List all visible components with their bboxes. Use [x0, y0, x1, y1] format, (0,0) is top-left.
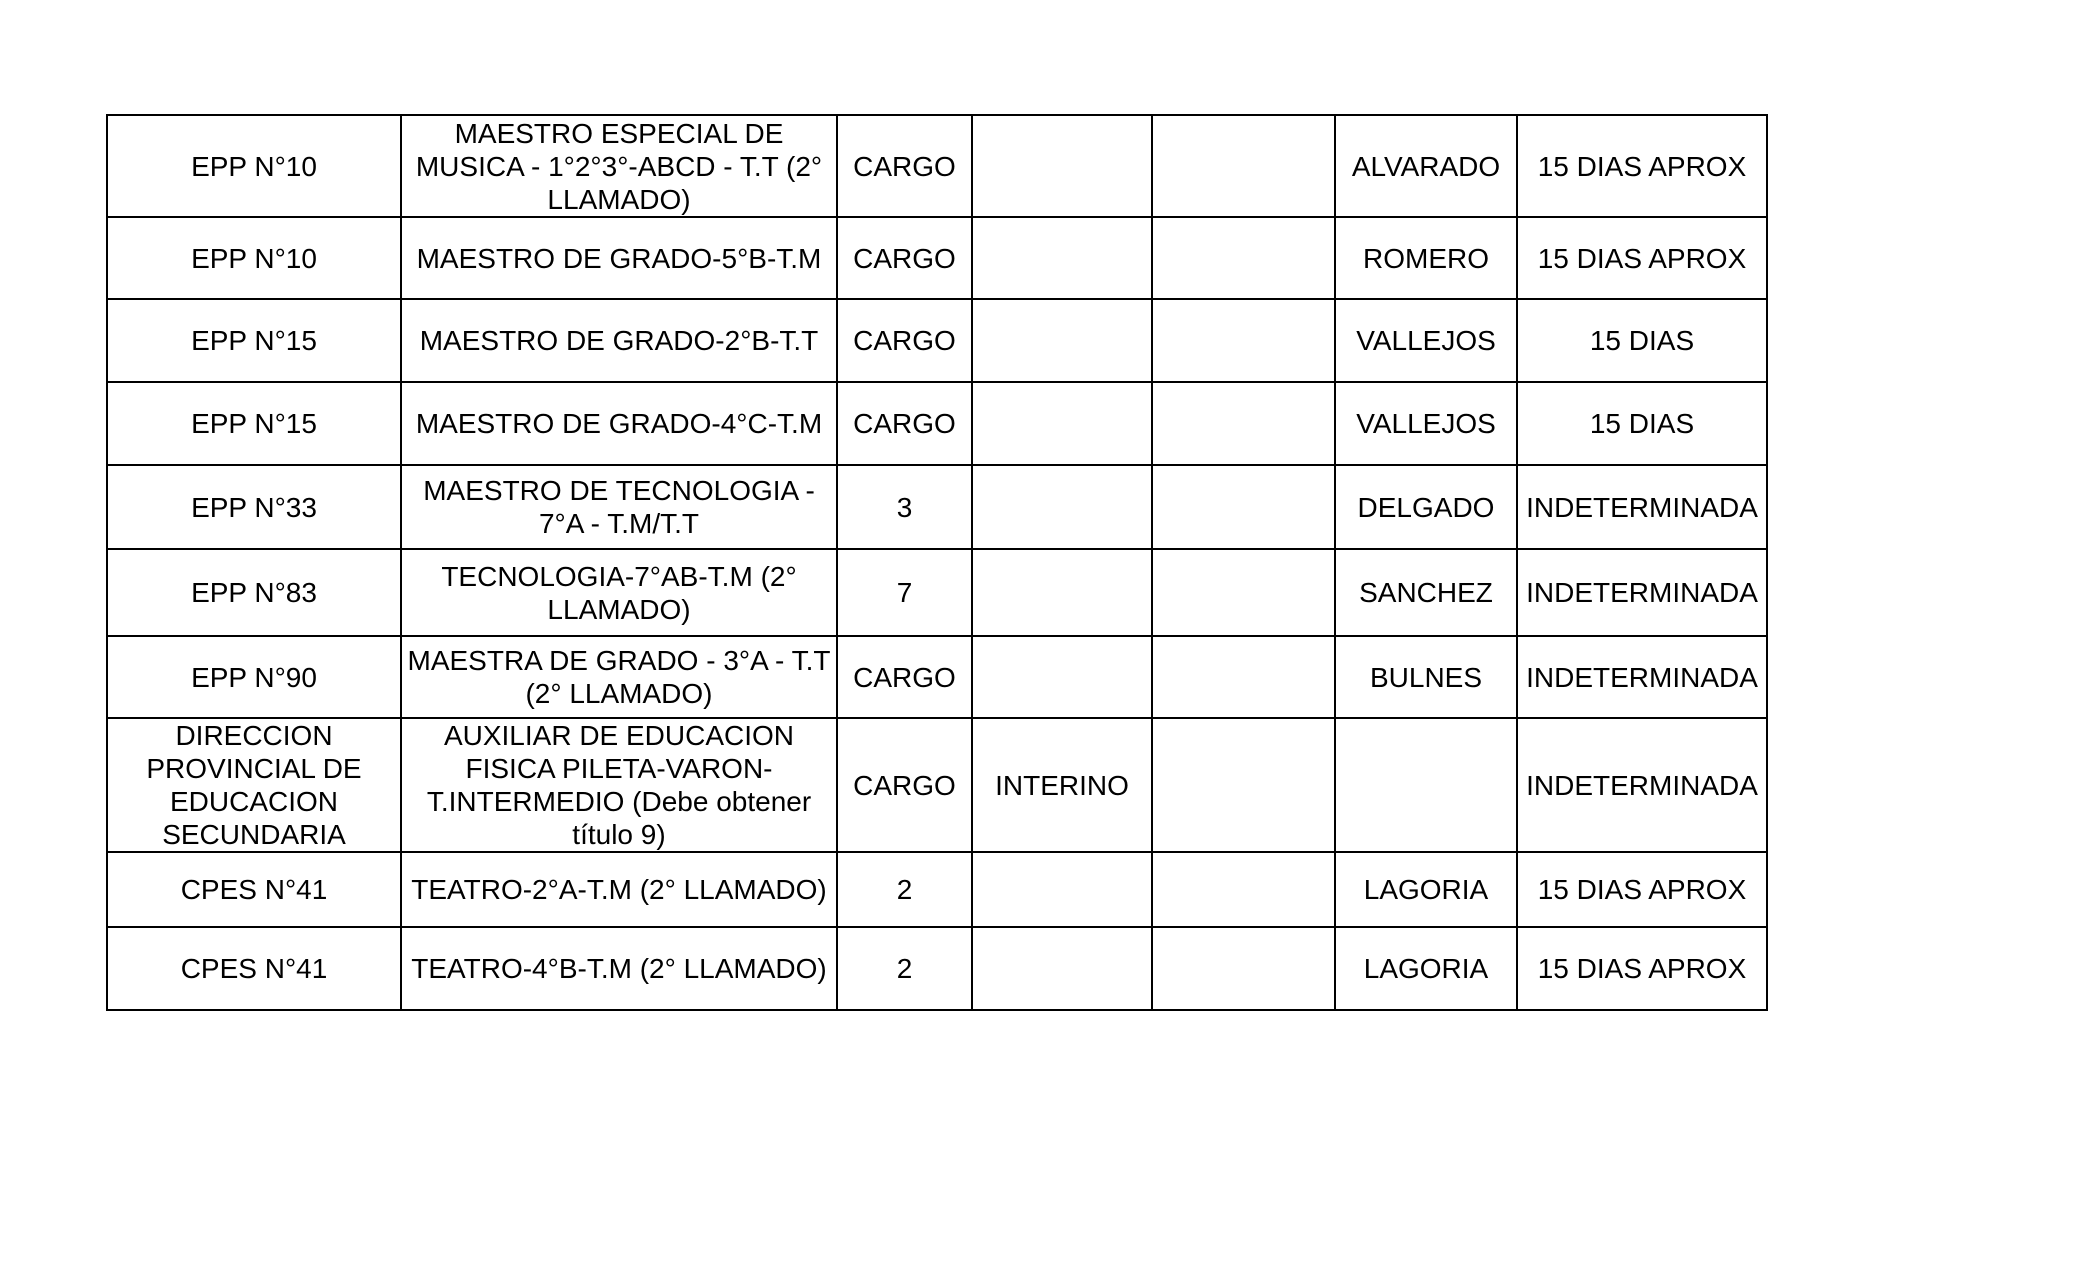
cell-school: EPP N°33	[107, 465, 401, 549]
cell-duration: 15 DIAS	[1517, 382, 1767, 465]
cell-duration: 15 DIAS APROX	[1517, 217, 1767, 299]
cell-school: CPES N°41	[107, 927, 401, 1010]
cell-position: AUXILIAR DE EDUCACION FISICA PILETA-VARON-T.INTERMEDIO (Debe obtener título 9)	[401, 718, 837, 852]
cell-school: EPP N°10	[107, 217, 401, 299]
cell-hours: CARGO	[837, 217, 972, 299]
cell-position: TEATRO-4°B-T.M (2° LLAMADO)	[401, 927, 837, 1010]
cell-status	[972, 927, 1152, 1010]
cell-status	[972, 465, 1152, 549]
cell-duration: INDETERMINADA	[1517, 718, 1767, 852]
cell-blank	[1152, 549, 1335, 636]
cell-school: EPP N°15	[107, 299, 401, 382]
cell-duration: INDETERMINADA	[1517, 549, 1767, 636]
cell-status	[972, 636, 1152, 718]
cell-holder: ROMERO	[1335, 217, 1517, 299]
cell-holder: VALLEJOS	[1335, 382, 1517, 465]
cell-holder: LAGORIA	[1335, 852, 1517, 927]
cell-blank	[1152, 927, 1335, 1010]
cell-duration: 15 DIAS APROX	[1517, 927, 1767, 1010]
cell-hours: 7	[837, 549, 972, 636]
table-row	[107, 382, 1767, 465]
cell-hours: CARGO	[837, 299, 972, 382]
cell-blank	[1152, 115, 1335, 217]
cell-school: EPP N°83	[107, 549, 401, 636]
table-row	[107, 549, 1767, 636]
cell-holder: ALVARADO	[1335, 115, 1517, 217]
table-row	[107, 927, 1767, 1010]
table-row	[107, 299, 1767, 382]
cell-blank	[1152, 382, 1335, 465]
cell-duration: 15 DIAS	[1517, 299, 1767, 382]
cell-position: MAESTRO ESPECIAL DE MUSICA - 1°2°3°-ABCD - T.T (2° LLAMADO)	[401, 115, 837, 217]
cell-school: EPP N°90	[107, 636, 401, 718]
cell-position: MAESTRO DE GRADO-5°B-T.M	[401, 217, 837, 299]
cell-holder: VALLEJOS	[1335, 299, 1517, 382]
cell-holder: BULNES	[1335, 636, 1517, 718]
cell-holder	[1335, 718, 1517, 852]
cell-status	[972, 382, 1152, 465]
cell-blank	[1152, 852, 1335, 927]
cell-hours: CARGO	[837, 636, 972, 718]
cell-position: MAESTRO DE TECNOLOGIA - 7°A - T.M/T.T	[401, 465, 837, 549]
cell-status	[972, 852, 1152, 927]
cell-status	[972, 217, 1152, 299]
table-row	[107, 636, 1767, 718]
cell-holder: SANCHEZ	[1335, 549, 1517, 636]
cell-status	[972, 115, 1152, 217]
table-row	[107, 217, 1767, 299]
cell-holder: DELGADO	[1335, 465, 1517, 549]
table-row	[107, 852, 1767, 927]
cell-status	[972, 299, 1152, 382]
cell-duration: INDETERMINADA	[1517, 636, 1767, 718]
cell-blank	[1152, 299, 1335, 382]
cell-status: INTERINO	[972, 718, 1152, 852]
vacancy-table	[106, 114, 1768, 1011]
table-row	[107, 718, 1767, 852]
cell-position: TEATRO-2°A-T.M (2° LLAMADO)	[401, 852, 837, 927]
cell-hours: 2	[837, 852, 972, 927]
table-row	[107, 115, 1767, 217]
cell-school: DIRECCION PROVINCIAL DE EDUCACION SECUNDARIA	[107, 718, 401, 852]
cell-position: MAESTRO DE GRADO-2°B-T.T	[401, 299, 837, 382]
cell-position: MAESTRA DE GRADO - 3°A - T.T (2° LLAMADO)	[401, 636, 837, 718]
cell-hours: CARGO	[837, 382, 972, 465]
cell-hours: 2	[837, 927, 972, 1010]
cell-school: EPP N°10	[107, 115, 401, 217]
cell-position: MAESTRO DE GRADO-4°C-T.M	[401, 382, 837, 465]
cell-duration: 15 DIAS APROX	[1517, 852, 1767, 927]
cell-hours: CARGO	[837, 115, 972, 217]
cell-hours: CARGO	[837, 718, 972, 852]
cell-school: CPES N°41	[107, 852, 401, 927]
cell-position: TECNOLOGIA-7°AB-T.M (2° LLAMADO)	[401, 549, 837, 636]
cell-hours: 3	[837, 465, 972, 549]
cell-duration: INDETERMINADA	[1517, 465, 1767, 549]
cell-blank	[1152, 217, 1335, 299]
table-row	[107, 465, 1767, 549]
cell-duration: 15 DIAS APROX	[1517, 115, 1767, 217]
cell-school: EPP N°15	[107, 382, 401, 465]
cell-blank	[1152, 465, 1335, 549]
cell-blank	[1152, 636, 1335, 718]
cell-blank	[1152, 718, 1335, 852]
cell-holder: LAGORIA	[1335, 927, 1517, 1010]
cell-status	[972, 549, 1152, 636]
